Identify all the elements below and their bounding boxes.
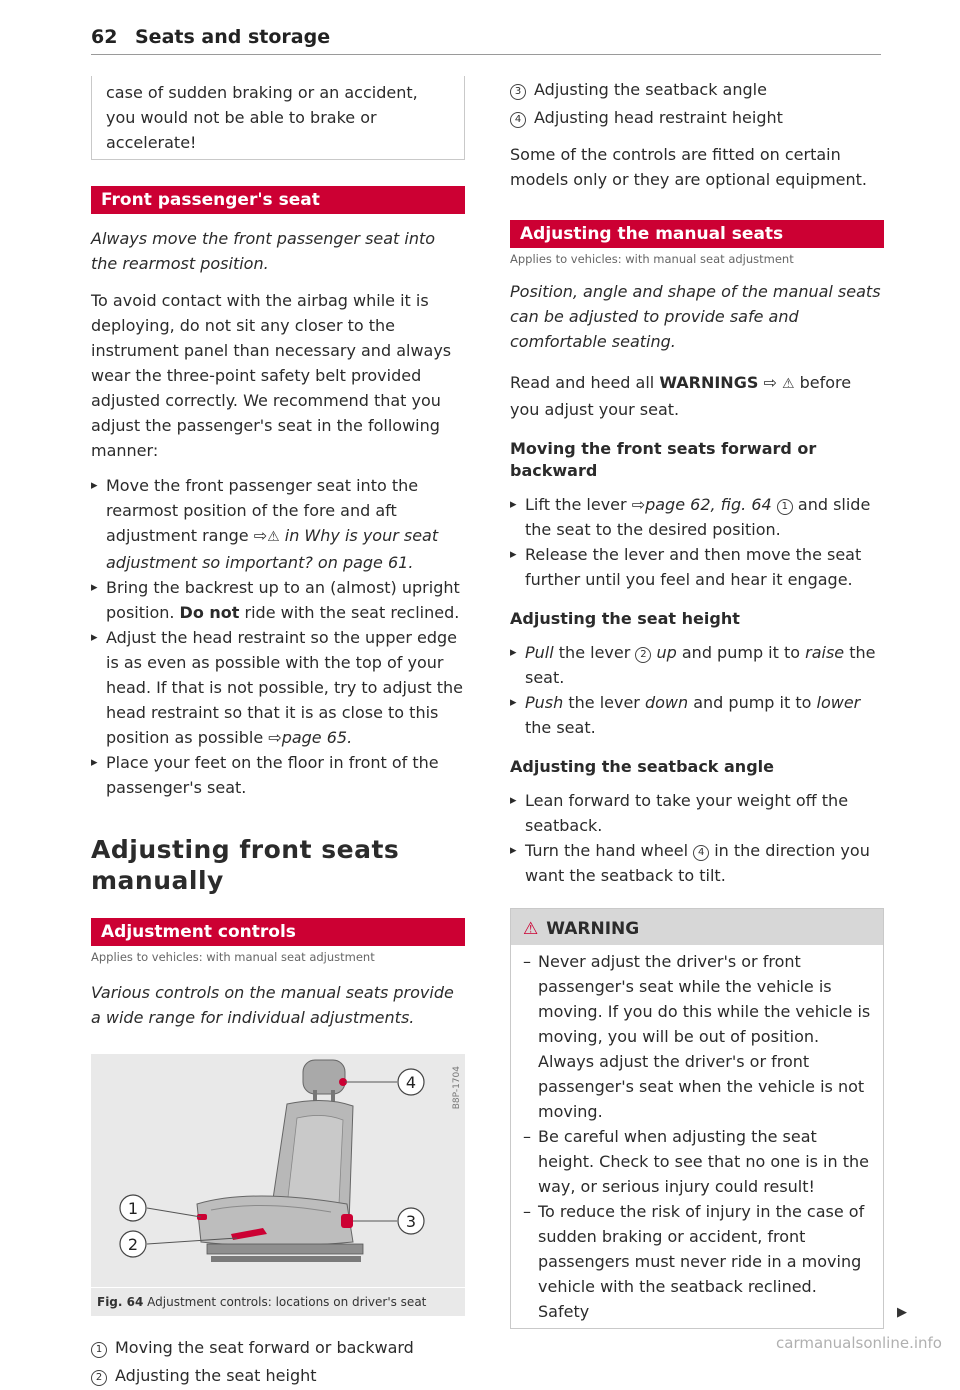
warning-item: – Never adjust the driver's or front passenger's seat while the vehicle is moving. If you do this while the vehicle is moving, you will be out of position. Always adjust the driver's or front passenger's seat when the vehicle is not moving. — [523, 949, 871, 1124]
controls-intro: Various controls on the manual seats provide a wide range for individual adjustments. — [91, 983, 454, 1027]
seatback-angle-steps — [510, 788, 884, 888]
step-item: ▸ Pull the lever 2 up and pump it to raise the seat. — [510, 640, 884, 690]
warning-list — [511, 945, 883, 1328]
seat-figure — [91, 1054, 465, 1287]
right-column — [510, 76, 907, 1329]
manual-seats-intro: Position, angle and shape of the manual seats can be adjusted to provide safe and comfortable seating. — [510, 282, 881, 351]
warning-title: WARNING — [546, 919, 640, 939]
warning-item: – To reduce the risk of injury in the case of sudden braking or accident, front passengers must never ride in a moving vehicle with the seatback reclined. Safety — [523, 1199, 871, 1324]
page-number: 62 — [91, 26, 118, 48]
callout-label: 4 — [405, 1073, 417, 1092]
seatback-angle-heading: Adjusting the seatback angle — [510, 757, 774, 776]
equipment-note: Some of the controls are fitted on certain models only or they are optional equipment. — [510, 145, 867, 189]
warning-item: – Be careful when adjusting the seat height. Check to see that no one is in the way, or serious injury could result! — [523, 1124, 871, 1199]
legend-item: 4 Adjusting head restraint height — [510, 104, 884, 132]
applies-note: Applies to vehicles: with manual seat adjustment — [91, 950, 375, 964]
page-link[interactable]: page 65. — [281, 728, 353, 747]
adjustment-controls-heading: Adjustment controls — [91, 918, 465, 946]
applies-note: Applies to vehicles: with manual seat adjustment — [510, 252, 794, 266]
legend-item: 1 Moving the seat forward or backward — [91, 1334, 465, 1362]
continued-text: case of sudden braking or an accident, you would not be able to brake or accelerate! — [106, 83, 418, 152]
controls-legend — [91, 1334, 465, 1390]
step-item: ▸ Place your feet on the floor in front of the passenger's seat. — [91, 750, 465, 800]
step-item: ▸ Release the lever and then move the seat further until you feel and hear it engage. — [510, 542, 884, 592]
step-item: ▸ Move the front passenger seat into the rearmost position of the fore and aft adjustment range ⇨⚠ in Why is your seat adjustment so important? on page 61. — [91, 473, 465, 575]
warning-triangle-icon: ⚠ — [523, 919, 539, 939]
step-item: ▸ Lift the lever ⇨page 62, fig. 64 1 and slide the seat to the desired position. — [510, 492, 884, 542]
left-column — [91, 76, 465, 1390]
forward-backward-steps — [510, 492, 884, 592]
warning-triangle-icon[interactable]: ⚠ — [781, 376, 795, 392]
step-item: ▸ Bring the backrest up to an (almost) upright position. Do not ride with the seat reclined. — [91, 575, 465, 625]
step-item: ▸ Lean forward to take your weight off the seatback. — [510, 788, 884, 838]
callout-label: 1 — [127, 1199, 139, 1218]
manual-seats-heading: Adjusting the manual seats — [510, 220, 884, 248]
seat-height-steps — [510, 640, 884, 740]
step-item: ▸ Turn the hand wheel 4 in the direction you want the seatback to tilt. — [510, 838, 884, 888]
callout-label: 3 — [405, 1212, 417, 1231]
forward-backward-heading: Moving the front seats forward or backward — [510, 439, 817, 480]
figure-code: B8P-1704 — [452, 1066, 462, 1110]
seat-illustration — [91, 1054, 465, 1287]
warning-triangle-icon: ⚠ — [267, 529, 280, 545]
continued-box — [91, 76, 465, 160]
step-item: ▸ Adjust the head restraint so the upper edge is as even as possible with the top of your head. If that is not possible, try to adjust the head restraint so that it is as close to this position as possible ⇨page 65. — [91, 625, 465, 750]
step-item: ▸ Push the lever down and pump it to lower the seat. — [510, 690, 884, 740]
front-passenger-steps — [91, 473, 465, 800]
seat-height-heading: Adjusting the seat height — [510, 609, 740, 628]
front-passenger-intro: Always move the front passenger seat into the rearmost position. — [91, 229, 436, 273]
legend-item: 2 Adjusting the seat height — [91, 1362, 465, 1390]
controls-legend-continued — [510, 76, 884, 132]
warning-box — [510, 908, 907, 1329]
continue-arrow-icon: ▶ — [897, 1305, 907, 1320]
read-warnings-text: Read and heed all WARNINGS ⇨ ⚠ before you adjust your seat. — [510, 373, 852, 419]
figure-caption: Fig. 64 Adjustment controls: locations on driver's seat — [91, 1288, 465, 1316]
page-header — [91, 24, 881, 55]
section-title: Seats and storage — [135, 26, 331, 48]
chapter-heading: Adjusting front seats manually — [91, 835, 400, 895]
front-passenger-body: To avoid contact with the airbag while it is deploying, do not sit any closer to the instrument panel than necessary and always wear the three-point safety belt provided adjusted correctly. We recommend that you adjust the passenger's seat in the following manner: — [91, 291, 452, 460]
callout-label: 2 — [127, 1235, 139, 1254]
cross-reference-link[interactable]: in Why is your seat adjustment so important? on page 61. — [106, 526, 439, 572]
watermark: carmanualsonline.info — [776, 1334, 942, 1352]
front-passenger-heading: Front passenger's seat — [91, 186, 465, 214]
warning-header — [511, 909, 883, 945]
legend-item: 3 Adjusting the seatback angle — [510, 76, 884, 104]
figure-link[interactable]: ⇨page 62, fig. 64 — [631, 495, 772, 514]
